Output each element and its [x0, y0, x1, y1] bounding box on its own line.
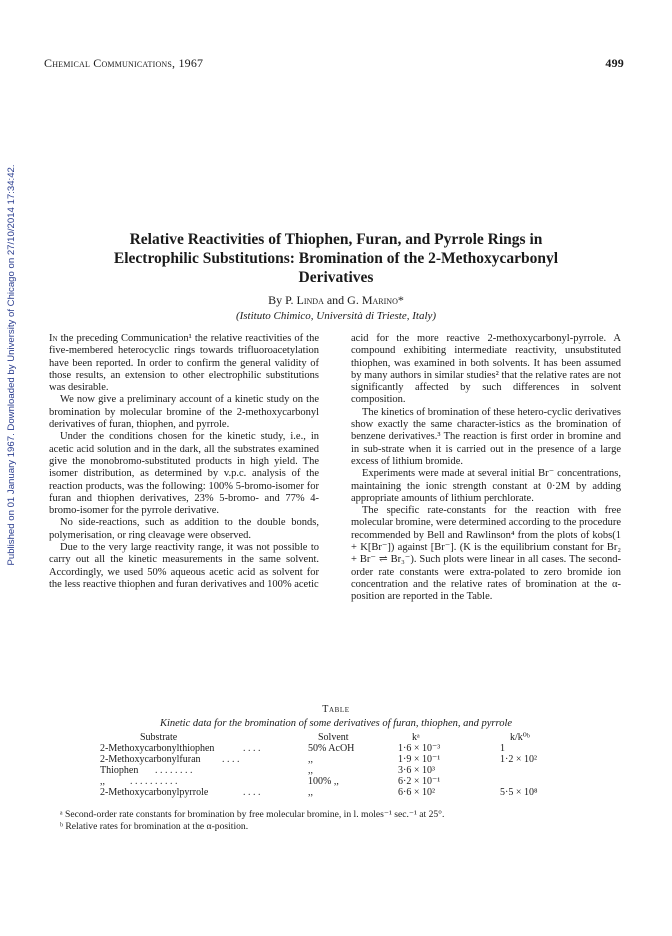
header-solvent: Solvent	[318, 732, 349, 743]
author-2: G. Marino*	[347, 293, 404, 307]
cell-substrate: Thiophen	[100, 765, 139, 776]
paragraph-4: No side-reactions, such as addition to the double bonds, polymerisation, or ring cleavage were observed.	[49, 517, 319, 541]
paragraph-1-text: the preceding Communication¹ the relative reactivities of the five-membered heterocyclic rings towards trifluoroacetylation have been reported. In order to confirm the general validity of those results, an extension to other electrophilic substitutions was desirable.	[49, 333, 319, 394]
cell-solvent: 100% ,,	[308, 776, 339, 787]
paragraph-3: Under the conditions chosen for the kinetic study, i.e., in acetic acid solution and in the dark, all the substrates examined give the monobromo-substituted products in high yield. The isomer distribution, as determined by v.p.c. analysis of the reaction products, was the following: 100% 5-bromo-isomer for furan and thiophen derivatives, 23% 5-bromo- and 77% 4-bromo-isomer for the pyrrole derivative.	[49, 431, 319, 517]
cell-rate-constant: 1·9 × 10⁻¹	[398, 754, 441, 765]
cell-solvent: ,,	[308, 754, 313, 765]
page-number: 499	[605, 56, 624, 70]
byline-by: By	[268, 293, 283, 307]
byline	[60, 293, 612, 308]
cell-leader-dots: . . . . . . . . . .	[130, 776, 178, 787]
title-line-3: Derivatives	[298, 269, 374, 286]
footnote-a: ᵃ Second-order rate constants for bromination by free molecular bromine, in l. moles⁻¹ sec.⁻¹ at 25°.	[60, 809, 445, 820]
cell-leader-dots: . . . .	[222, 754, 240, 765]
cell-leader-dots: . . . . . . . .	[155, 765, 193, 776]
cell-rate-constant: 6·6 × 10²	[398, 787, 435, 798]
cell-solvent: 50% AcOH	[308, 743, 355, 754]
cell-substrate: ,,	[100, 776, 105, 787]
opening-word: In	[49, 333, 58, 344]
header-substrate: Substrate	[140, 732, 178, 743]
paragraph-1	[49, 333, 319, 394]
left-column	[49, 333, 319, 591]
table-label: Table	[322, 704, 350, 715]
cell-solvent: ,,	[308, 787, 313, 798]
cell-substrate: 2-Methoxycarbonylpyrrole	[100, 787, 209, 798]
download-watermark	[6, 140, 20, 590]
article-title	[60, 230, 612, 287]
kinetic-data-table	[100, 733, 570, 799]
cell-leader-dots: . . . .	[243, 743, 261, 754]
paragraph-6: acid for the more reactive 2-methoxycarbonyl-pyrrole. A compound exhibiting intermediate reactivity, unsubstituted thiophen, was examined in both solvents. It has been assumed by many authors in similar studies² that the relative rates are not significantly affected by such differences in solvent composition.	[351, 333, 621, 406]
right-column	[351, 333, 621, 604]
paragraph-7: The kinetics of bromination of these hetero-cyclic derivatives show exactly the same character-istics as the bromination of benzene derivatives.³ The reaction is first order in bromine and in sub-strate when it is carried out in the presence of a large excess of lithium bromide.	[351, 406, 621, 467]
header-k: kᵃ	[412, 732, 420, 743]
running-head	[44, 56, 624, 71]
affiliation: (Istituto Chimico, Università di Trieste, Italy)	[235, 310, 437, 322]
cell-rate-constant: 6·2 × 10⁻¹	[398, 776, 441, 787]
cell-relative-rate: 1	[500, 743, 505, 754]
table-row	[100, 788, 570, 799]
journal-name: Chemical Communications, 1967	[44, 56, 204, 70]
title-line-1: Relative Reactivities of Thiophen, Furan, and Pyrrole Rings in	[129, 231, 543, 248]
author-1: P. Linda	[285, 293, 324, 307]
table-title: Kinetic data for the bromination of some derivatives of furan, thiophen, and pyrrole	[159, 718, 513, 729]
title-line-2: Electrophilic Substitutions: Bromination of the 2-Methoxycarbonyl	[113, 250, 559, 267]
byline-and: and	[326, 293, 345, 307]
table-body	[100, 744, 570, 799]
paragraph-2: We now give a preliminary account of a kinetic study on the bromination by molecular bromine of the 2-methoxycarbonyl derivatives of furan, thiophen, and pyrrole.	[49, 394, 319, 431]
cell-relative-rate: 1·2 × 10²	[500, 754, 537, 765]
header-relative-rate: k/k⁰ᵇ	[510, 732, 530, 743]
cell-substrate: 2-Methoxycarbonylfuran	[100, 754, 201, 765]
cell-rate-constant: 3·6 × 10³	[398, 765, 435, 776]
cell-substrate: 2-Methoxycarbonylthiophen	[100, 743, 215, 754]
cell-solvent: ,,	[308, 765, 313, 776]
cell-leader-dots: . . . .	[243, 787, 261, 798]
footnote-b: ᵇ Relative rates for bromination at the α-position.	[60, 820, 249, 832]
download-watermark-text[interactable]: Published on 01 January 1967. Downloaded by University of Chicago on 27/10/2014 17:34:42.	[6, 164, 17, 566]
cell-relative-rate: 5·5 × 10⁸	[500, 787, 538, 798]
cell-rate-constant: 1·6 × 10⁻³	[398, 743, 441, 754]
paragraph-9: The specific rate-constants for the reaction with free molecular bromine, were determined according to the procedure recommended by Bell and Rawlinson⁴ from the plots of kobs(1 + K[Br⁻]) against [Br⁻]. (K is the equilibrium constant for Br₂ + Br⁻ ⇌ Br₃⁻). Such plots were linear in all cases. The second-order rate constants were extra-polated to zero bromide ion concentration and the relative rates of bromination at the α-position are reported in the Table.	[351, 505, 621, 603]
table-footnotes	[60, 809, 600, 832]
paragraph-5: Due to the very large reactivity range, it was not possible to carry out all the kinetic measurements in the same solvent. Accordingly, we used 50% aqueous acetic acid as solvent for the less reactive thiophen and furan derivatives and 100% acetic	[49, 542, 319, 590]
paragraph-8: Experiments were made at several initial Br⁻ concentrations, maintaining the ionic strength constant at 0·2M by adding appropriate amounts of lithium perchlorate.	[351, 468, 621, 504]
